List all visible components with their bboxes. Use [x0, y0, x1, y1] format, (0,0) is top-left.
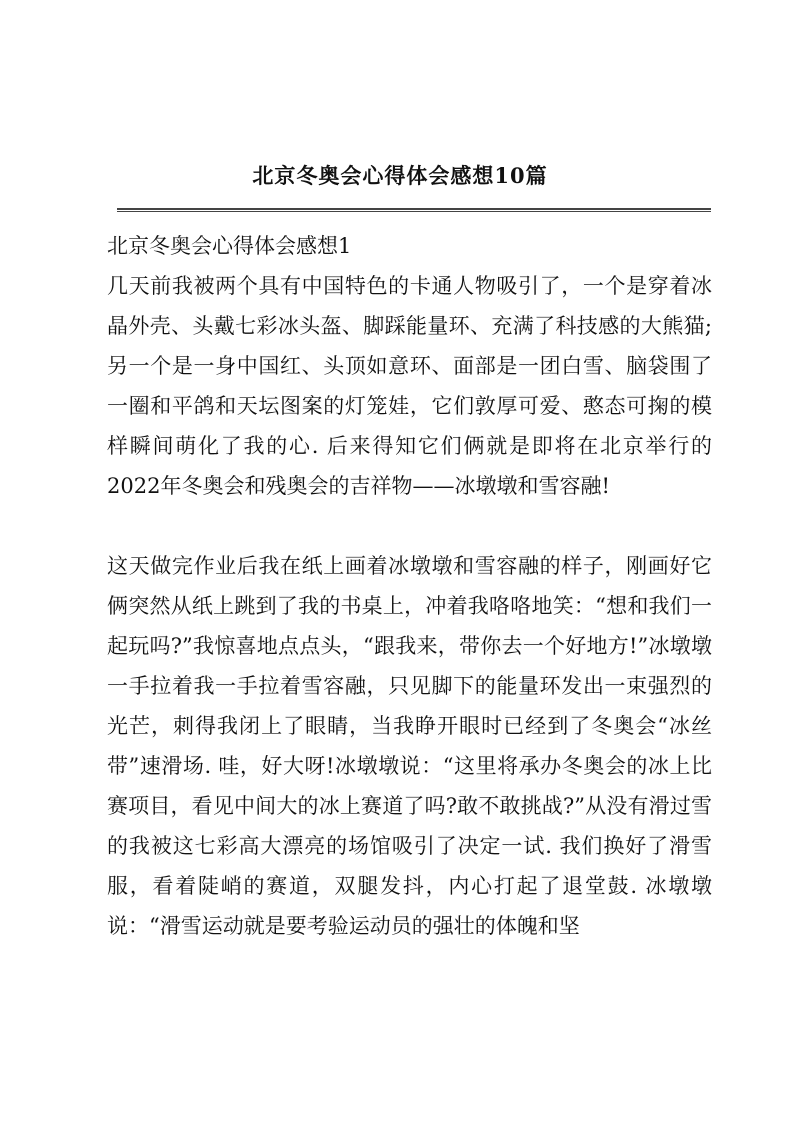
section-heading: 北京冬奥会心得体会感想1	[107, 234, 352, 258]
paragraph-2: 这天做完作业后我在纸上画着冰墩墩和雪容融的样子，刚画好它俩突然从纸上跳到了我的书桌上，冲着我咯咯地笑：“想和我们一起玩吗?”我惊喜地点点头，“跟我来，带你去一个好地方!”冰墩墩一手拉着我一手拉着雪容融，只见脚下的能量环发出一束强烈的光芒，刺得我闭上了眼睛，当我睁开眼时已经到了冬奥会“冰丝带”速滑场. 哇，好大呀!冰墩墩说：“这里将承办冬奥会的冰上比赛项目，看见中间大的冰上赛道了吗?敢不敢挑战?”从没有滑过雪的我被这七彩高大漂亮的场馆吸引了决定一试. 我们换好了滑雪服，看着陡峭的赛道，双腿发抖，内心打起了退堂鼓. 冰墩墩说：“滑雪运动就是要考验运动员的强壮的体魄和坚	[107, 554, 712, 938]
paragraph-gap	[107, 506, 712, 546]
document-title: 北京冬奥会心得体会感想10篇	[252, 163, 548, 188]
title-divider	[117, 208, 711, 212]
document-body	[107, 226, 712, 946]
paragraph-1: 几天前我被两个具有中国特色的卡通人物吸引了，一个是穿着冰晶外壳、头戴七彩冰头盔、脚踩能量环、充满了科技感的大熊猫;另一个是一身中国红、头顶如意环、面部是一团白雪、脑袋围了一圈和平鸽和天坛图案的灯笼娃，它们敦厚可爱、憨态可掬的模样瞬间萌化了我的心. 后来得知它们俩就是即将在北京举行的2022年冬奥会和残奥会的吉祥物——冰墩墩和雪容融!	[107, 274, 712, 498]
